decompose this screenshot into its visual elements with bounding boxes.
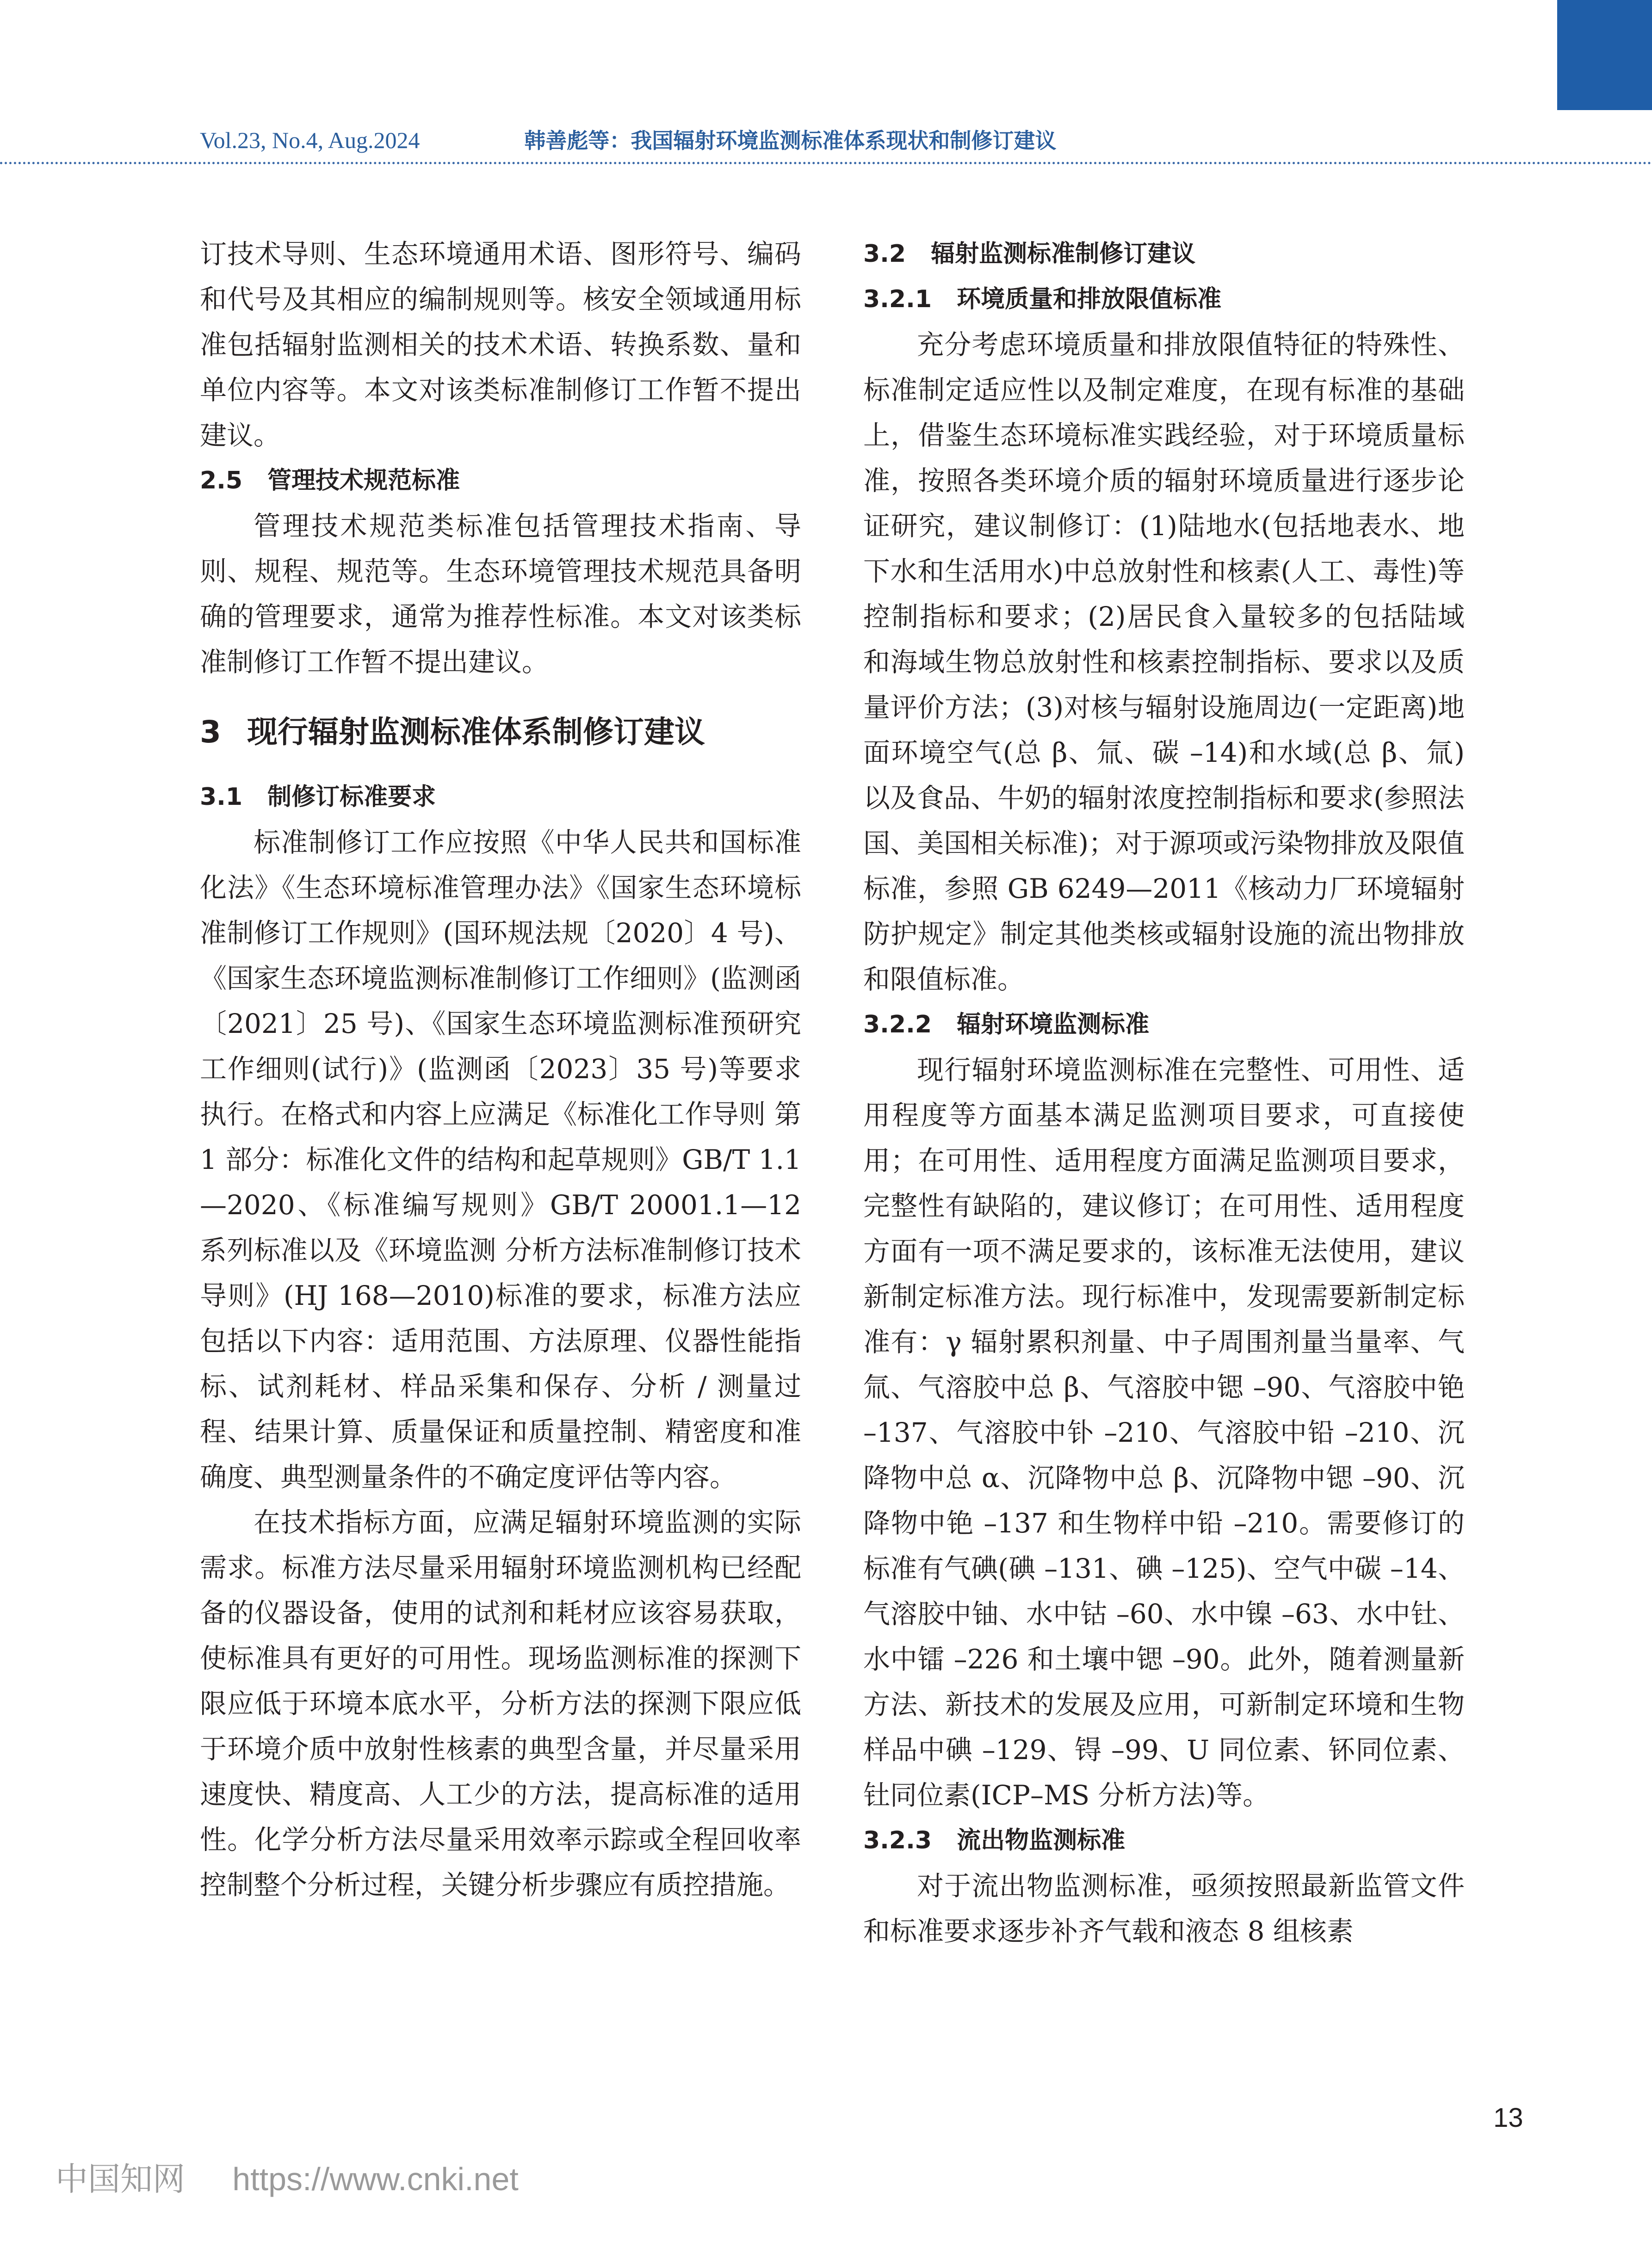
paragraph-management-standards: 管理技术规范类标准包括管理技术指南、导则、规程、规范等。生态环境管理技术规范具备明确的管理要求，通常为推荐性标准。本文对该类标准制修订工作暂不提出建议。 <box>200 510 801 678</box>
section-number: 3.2.2 <box>863 1011 932 1038</box>
paragraph-technical-indicators: 在技术指标方面，应满足辐射环境监测的实际需求。标准方法尽量采用辐射环境监测机构已经配备的仪器设备，使用的试剂和耗材应该容易获取，使标准具有更好的可用性。现场监测标准的探测下限应低于环境本底水平，分析方法的探测下限应低于环境介质中放射性核素的典型含量，并尽量采用速度快、精度高、人工少的方法，提高标准的适用性。化学分析方法尽量采用效率示踪或全程回收率控制整个分析过程，关键分析步骤应有质控措施。 <box>200 1507 801 1901</box>
corner-color-block <box>1557 0 1652 110</box>
section-title: 环境质量和排放限值标准 <box>957 285 1222 313</box>
journal-volume: Vol.23, No.4, Aug.2024 <box>200 127 420 153</box>
section-title: 辐射环境监测标准 <box>957 1011 1150 1038</box>
section-3-1-heading <box>200 774 801 820</box>
running-title: 韩善彪等：我国辐射环境监测标准体系现状和制修订建议 <box>524 128 1057 153</box>
cnki-brand: 中国知网 <box>56 2160 185 2198</box>
section-number: 3 <box>200 714 221 750</box>
paragraph-environment-monitoring: 现行辐射环境监测标准在完整性、可用性、适用程度等方面基本满足监测项目要求，可直接使用；在可用性、适用程度方面满足监测项目要求，完整性有缺陷的，建议修订；在可用性、适用程度方面有一项不满足要求的，该标准无法使用，建议新制定标准方法。现行标准中，发现需要新制定标准有：γ 辐射累积剂量、中子周围剂量当量率、气氚、气溶胶中总 β、气溶胶中锶 –90、气溶胶中铯 –137、气溶胶中钋 –210、气溶胶中铅 –210、沉降物中总 α、沉降物中总 β、沉降物中锶 –90、沉降物中铯 –137 和生物样中铅 –210。需要修订的标准有气碘(碘 –131、碘 –125)、空气中碳 –14、气溶胶中铀、水中钴 –60、水中镍 –63、水中钍、水中镭 –226 和土壤中锶 –90。此外，随着测量新方法、新技术的发展及应用，可新制定环境和生物样品中碘 –129、锝 –99、U 同位素、钚同位素、钍同位素(ICP–MS 分析方法)等。 <box>863 1054 1465 1811</box>
section-3-2-heading <box>863 231 1465 277</box>
right-column <box>863 231 1465 1954</box>
section-3-2-2-heading <box>863 1002 1465 1047</box>
paragraph-revision-requirements: 标准制修订工作应按照《中华人民共和国标准化法》《生态环境标准管理办法》《国家生态环境标准制修订工作规则》(国环规法规〔2020〕4 号)、《国家生态环境监测标准制修订工作细则》(监测函〔2021〕25 号)、《国家生态环境监测标准预研究工作细则(试行)》(监测函〔2023〕35 号)等要求执行。在格式和内容上应满足《标准化工作导则 第 1 部分：标准化文件的结构和起草规则》GB/T 1.1—2020、《标准编写规则》GB/T 20001.1—12 系列标准以及《环境监测 分析方法标准制修订技术导则》(HJ 168—2010)标准的要求，标准方法应包括以下内容：适用范围、方法原理、仪器性能指标、试剂耗材、样品采集和保存、分析 / 测量过程、结果计算、质量保证和质量控制、精密度和准确度、典型测量条件的不确定度评估等内容。 <box>200 827 801 1493</box>
section-title: 管理技术规范标准 <box>267 467 460 494</box>
paragraph-effluent-monitoring: 对于流出物监测标准，亟须按照最新监管文件和标准要求逐步补齐气载和液态 8 组核素 <box>863 1870 1465 1947</box>
section-3-2-3-heading <box>863 1818 1465 1863</box>
section-number: 3.1 <box>200 783 243 811</box>
footer-url[interactable]: https://www.cnki.net <box>232 2161 519 2197</box>
footer-watermark <box>56 2153 519 2200</box>
section-title: 辐射监测标准制修订建议 <box>931 240 1196 268</box>
section-title: 现行辐射监测标准体系制修订建议 <box>247 714 705 750</box>
section-number: 3.2 <box>863 240 906 268</box>
section-title: 流出物监测标准 <box>957 1827 1126 1854</box>
paragraph-quality-limits: 充分考虑环境质量和排放限值特征的特殊性、标准制定适应性以及制定难度，在现有标准的基础上，借鉴生态环境标准实践经验，对于环境质量标准，按照各类环境介质的辐射环境质量进行逐步论证研究，建议制修订：(1)陆地水(包括地表水、地下水和生活用水)中总放射性和核素(人工、毒性)等控制指标和要求；(2)居民食入量较多的包括陆域和海域生物总放射性和核素控制指标、要求以及质量评价方法；(3)对核与辐射设施周边(一定距离)地面环境空气(总 β、氚、碳 –14)和水域(总 β、氚)以及食品、牛奶的辐射浓度控制指标和要求(参照法国、美国相关标准)；对于源项或污染物排放及限值标准，参照 GB 6249—2011《核动力厂环境辐射防护规定》制定其他类核或辐射设施的流出物排放和限值标准。 <box>863 329 1465 995</box>
section-number: 3.2.1 <box>863 285 932 313</box>
section-2-5-heading <box>200 458 801 503</box>
section-title: 制修订标准要求 <box>267 783 436 811</box>
section-number: 3.2.3 <box>863 1827 932 1854</box>
left-column <box>200 231 801 1908</box>
section-3-2-1-heading <box>863 277 1465 322</box>
section-3-heading <box>200 707 801 758</box>
running-header <box>200 124 1449 154</box>
paragraph-continued: 订技术导则、生态环境通用术语、图形符号、编码和代号及其相应的编制规则等。核安全领域通用标准包括辐射监测相关的技术术语、转换系数、量和单位内容等。本文对该类标准制修订工作暂不提出建议。 <box>200 238 801 451</box>
header-dotted-rule <box>0 162 1652 164</box>
section-number: 2.5 <box>200 467 243 494</box>
page-number: 13 <box>1493 2103 1523 2133</box>
